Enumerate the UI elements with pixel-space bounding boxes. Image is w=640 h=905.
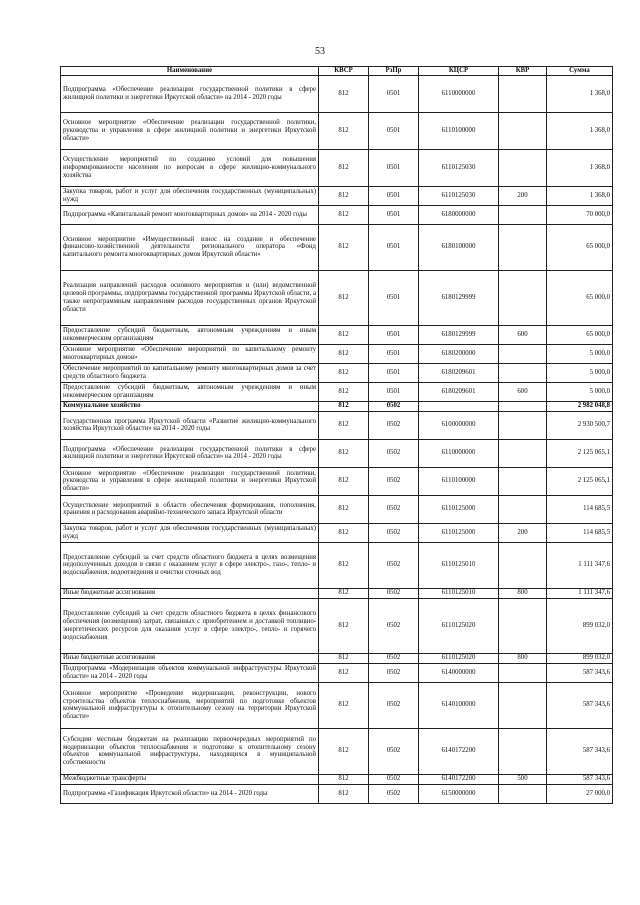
cell-kcsr: 6180209601: [419, 382, 499, 401]
cell-name: Предоставление субсидий за счет средств областного бюджета в целях возмещения недополученных доходов в связи с оказанием услуг в сфере электро-, газо-, тепло- и водоснабжения, водоотведения и очистки сточных вод: [61, 542, 319, 588]
cell-kvsr: 812: [319, 186, 369, 205]
cell-kcsr: 6110125000: [419, 523, 499, 542]
cell-kvr: [499, 149, 547, 186]
cell-kvsr: 812: [319, 542, 369, 588]
table-row: [61, 682, 613, 728]
cell-rzpr: 0501: [369, 325, 419, 344]
cell-sum: 1 111 347,6: [547, 588, 613, 598]
table-row: [61, 363, 613, 382]
cell-kvsr: 812: [319, 682, 369, 728]
cell-kvr: [499, 363, 547, 382]
cell-kvsr: 812: [319, 663, 369, 682]
cell-name: Предоставление субсидий бюджетным, автономным учреждениям и иным некоммерческим организациям: [61, 382, 319, 401]
cell-kcsr: 6140000000: [419, 663, 499, 682]
cell-kvr: 600: [499, 382, 547, 401]
cell-rzpr: 0502: [369, 523, 419, 542]
cell-sum: 5 000,0: [547, 363, 613, 382]
cell-rzpr: 0502: [369, 401, 419, 411]
cell-kcsr: 6140172200: [419, 728, 499, 774]
cell-sum: 5 000,0: [547, 382, 613, 401]
cell-kvr: 800: [499, 653, 547, 663]
cell-kvsr: 812: [319, 149, 369, 186]
page-number: 53: [315, 46, 325, 57]
header-rzpr: РзПр: [369, 67, 419, 76]
cell-name: Осуществление мероприятий в области обеспечения формирования, пополнения, хранения и расходования аварийно-технического запаса Иркутской области: [61, 495, 319, 523]
cell-kcsr: 6140100000: [419, 682, 499, 728]
cell-kvr: 200: [499, 186, 547, 205]
table-body: [61, 75, 613, 803]
cell-name: Закупка товаров, работ и услуг для обеспечения государственных (муниципальных) нужд: [61, 186, 319, 205]
cell-name: Предоставление субсидий за счет средств областного бюджета в целях финансового обеспечения (возмещения) затрат, связанных с приобретением и доставкой топливно-энергетических ресурсов для оказания услуг в сфере электро-, тепло- и горячего водоснабжения: [61, 598, 319, 653]
cell-name: Основное мероприятие «Имущественный взнос на создание и обеспечение финансово-хозяйственной деятельности регионального оператора «Фонд капитального ремонта многоквартирных домов Иркутской области»: [61, 224, 319, 270]
cell-kvsr: 812: [319, 598, 369, 653]
cell-kvr: 600: [499, 325, 547, 344]
cell-kcsr: 6180100000: [419, 224, 499, 270]
cell-sum: 65 000,0: [547, 224, 613, 270]
cell-kvr: [499, 495, 547, 523]
cell-kvsr: 812: [319, 75, 369, 112]
cell-rzpr: 0501: [369, 224, 419, 270]
cell-name: Основное мероприятие «Обеспечение реализации государственной политики, руководства и управления в сфере жилищной политики и энергетики Иркутской области»: [61, 112, 319, 149]
table-row: [61, 325, 613, 344]
cell-name: Закупка товаров, работ и услуг для обеспечения государственных (муниципальных) нужд: [61, 523, 319, 542]
cell-kvr: [499, 75, 547, 112]
cell-kvsr: 812: [319, 112, 369, 149]
cell-name: Иные бюджетные ассигнования: [61, 588, 319, 598]
cell-sum: 70 000,0: [547, 205, 613, 224]
cell-kvsr: 812: [319, 224, 369, 270]
table-row: [61, 588, 613, 598]
cell-kvr: [499, 598, 547, 653]
cell-sum: 587 343,6: [547, 682, 613, 728]
cell-sum: 587 343,6: [547, 728, 613, 774]
cell-kvsr: 812: [319, 270, 369, 325]
cell-kcsr: 6110100000: [419, 112, 499, 149]
cell-rzpr: 0501: [369, 112, 419, 149]
table-row: [61, 411, 613, 439]
table-row: [61, 344, 613, 363]
cell-sum: 1 111 347,6: [547, 542, 613, 588]
table-row: [61, 401, 613, 411]
cell-kcsr: 6110125010: [419, 542, 499, 588]
cell-name: Подпрограмма «Капитальный ремонт многоквартирных домов» на 2014 - 2020 годы: [61, 205, 319, 224]
cell-rzpr: 0502: [369, 588, 419, 598]
table-row: [61, 542, 613, 588]
cell-rzpr: 0502: [369, 467, 419, 495]
cell-kvsr: 812: [319, 439, 369, 467]
table-row: [61, 112, 613, 149]
cell-kcsr: 6100000000: [419, 411, 499, 439]
header-kvsr: КВСР: [319, 67, 369, 76]
cell-kvsr: 812: [319, 653, 369, 663]
cell-name: Межбюджетные трансферты: [61, 774, 319, 784]
cell-sum: 1 368,0: [547, 112, 613, 149]
cell-rzpr: 0501: [369, 363, 419, 382]
header-name: Наименование: [61, 67, 319, 76]
cell-kvr: [499, 728, 547, 774]
table-row: [61, 774, 613, 784]
cell-kvr: [499, 112, 547, 149]
table-row: [61, 205, 613, 224]
cell-kcsr: 6180129999: [419, 270, 499, 325]
cell-kcsr: 6110125010: [419, 588, 499, 598]
cell-kvsr: 812: [319, 205, 369, 224]
cell-rzpr: 0502: [369, 439, 419, 467]
cell-kcsr: 6110125020: [419, 653, 499, 663]
cell-sum: 2 930 500,7: [547, 411, 613, 439]
cell-name: Обеспечение мероприятий по капитальному ремонту многоквартирных домов за счет средств областного бюджета: [61, 363, 319, 382]
cell-rzpr: 0502: [369, 774, 419, 784]
cell-name: Основное мероприятие «Проведение модернизации, реконструкции, нового строительства объектов теплоснабжения, мероприятий по подготовке объектов коммунальной инфраструктуры к отопительному сезону на территории Иркутской области»: [61, 682, 319, 728]
cell-sum: 1 368,0: [547, 149, 613, 186]
header-kvr: КВР: [499, 67, 547, 76]
cell-kcsr: 6180000000: [419, 205, 499, 224]
table-row: [61, 224, 613, 270]
cell-rzpr: 0502: [369, 495, 419, 523]
cell-kcsr: 6110000000: [419, 439, 499, 467]
cell-sum: 587 343,6: [547, 774, 613, 784]
table-row: [61, 784, 613, 803]
cell-sum: 5 000,0: [547, 344, 613, 363]
cell-kvr: 800: [499, 588, 547, 598]
cell-kcsr: 6110125000: [419, 495, 499, 523]
table-row: [61, 439, 613, 467]
cell-name: Осуществление мероприятий по созданию условий для повышения информированности населения по вопросам в сфере жилищно-коммунального хозяйства: [61, 149, 319, 186]
cell-kvsr: 812: [319, 774, 369, 784]
cell-kcsr: 6110125030: [419, 149, 499, 186]
cell-sum: 65 000,0: [547, 325, 613, 344]
cell-rzpr: 0502: [369, 663, 419, 682]
cell-kcsr: 6110000000: [419, 75, 499, 112]
cell-name: Подпрограмма «Обеспечение реализации государственной политики в сфере жилищной политики и энергетики Иркутской области» на 2014 - 2020 годы: [61, 75, 319, 112]
table-row: [61, 728, 613, 774]
cell-kvr: [499, 411, 547, 439]
cell-sum: 2 125 065,1: [547, 467, 613, 495]
cell-kvsr: 812: [319, 784, 369, 803]
cell-kvr: [499, 439, 547, 467]
cell-kvsr: 812: [319, 401, 369, 411]
cell-kvsr: 812: [319, 411, 369, 439]
cell-kvr: 200: [499, 523, 547, 542]
table-row: [61, 270, 613, 325]
cell-kcsr: 6110125030: [419, 186, 499, 205]
cell-name: Реализация направлений расходов основного мероприятия и (или) ведомственной целевой программы, подпрограммы государственной программы Иркутской области, а также непрограммным направлениям расходов государственных органов Иркутской области: [61, 270, 319, 325]
cell-kcsr: 6150000000: [419, 784, 499, 803]
cell-kcsr: [419, 401, 499, 411]
cell-rzpr: 0501: [369, 344, 419, 363]
cell-kvsr: 812: [319, 382, 369, 401]
cell-kvr: [499, 542, 547, 588]
cell-kcsr: 6180209601: [419, 363, 499, 382]
cell-name: Государственная программа Иркутской области «Развитие жилищно-коммунального хозяйства Иркутской области» на 2014 - 2020 годы: [61, 411, 319, 439]
cell-name: Субсидии местным бюджетам на реализацию первоочередных мероприятий по модернизации объектов теплоснабжения и подготовке к отопительному сезону объектов коммунальной инфраструктуры, находящихся в муниципальной собственности: [61, 728, 319, 774]
cell-sum: 114 685,5: [547, 495, 613, 523]
table-row: [61, 495, 613, 523]
cell-kvsr: 812: [319, 728, 369, 774]
budget-table: [60, 66, 613, 804]
cell-kvsr: 812: [319, 588, 369, 598]
cell-name: Основное мероприятие «Обеспечение реализации государственной политики, руководства и управления в сфере жилищной политики и энергетики Иркутской области»: [61, 467, 319, 495]
cell-kvr: [499, 784, 547, 803]
cell-kvr: [499, 682, 547, 728]
header-sum: Сумма: [547, 67, 613, 76]
cell-sum: 587 343,6: [547, 663, 613, 682]
cell-sum: 2 982 048,8: [547, 401, 613, 411]
table-row: [61, 186, 613, 205]
cell-name: Коммунальное хозяйство: [61, 401, 319, 411]
cell-rzpr: 0502: [369, 542, 419, 588]
cell-kvr: [499, 224, 547, 270]
cell-rzpr: 0502: [369, 598, 419, 653]
cell-name: Иные бюджетные ассигнования: [61, 653, 319, 663]
cell-sum: 1 368,0: [547, 75, 613, 112]
cell-sum: 65 000,0: [547, 270, 613, 325]
cell-rzpr: 0501: [369, 205, 419, 224]
cell-sum: 27 000,0: [547, 784, 613, 803]
cell-kvr: 500: [499, 774, 547, 784]
cell-name: Подпрограмма «Газификация Иркутской области» на 2014 - 2020 годы: [61, 784, 319, 803]
cell-kvsr: 812: [319, 325, 369, 344]
cell-name: Основное мероприятие «Обеспечение мероприятий по капитальному ремонту многоквартирных домов»: [61, 344, 319, 363]
header-kcsr: КЦСР: [419, 67, 499, 76]
cell-rzpr: 0501: [369, 270, 419, 325]
cell-kcsr: 6180200000: [419, 344, 499, 363]
cell-kvr: [499, 270, 547, 325]
cell-kvsr: 812: [319, 363, 369, 382]
cell-kvr: [499, 344, 547, 363]
table-header-row: [61, 67, 613, 76]
cell-rzpr: 0501: [369, 149, 419, 186]
table-row: [61, 523, 613, 542]
cell-kvsr: 812: [319, 467, 369, 495]
cell-kvsr: 812: [319, 523, 369, 542]
cell-kvsr: 812: [319, 344, 369, 363]
cell-sum: 1 368,0: [547, 186, 613, 205]
cell-rzpr: 0502: [369, 784, 419, 803]
table-row: [61, 598, 613, 653]
table-row: [61, 653, 613, 663]
cell-kvsr: 812: [319, 495, 369, 523]
cell-sum: 2 125 065,1: [547, 439, 613, 467]
cell-rzpr: 0502: [369, 411, 419, 439]
cell-name: Предоставление субсидий бюджетным, автономным учреждениям и иным некоммерческим организациям: [61, 325, 319, 344]
table-row: [61, 75, 613, 112]
cell-rzpr: 0502: [369, 682, 419, 728]
cell-rzpr: 0502: [369, 653, 419, 663]
table-row: [61, 382, 613, 401]
cell-kcsr: 6180129999: [419, 325, 499, 344]
cell-name: Подпрограмма «Обеспечение реализации государственной политики в сфере жилищной политики и энергетики Иркутской области» на 2014 - 2020 годы: [61, 439, 319, 467]
cell-rzpr: 0501: [369, 186, 419, 205]
cell-rzpr: 0501: [369, 75, 419, 112]
cell-sum: 899 032,0: [547, 598, 613, 653]
cell-sum: 899 032,0: [547, 653, 613, 663]
cell-kvr: [499, 401, 547, 411]
cell-kvr: [499, 205, 547, 224]
cell-sum: 114 685,5: [547, 523, 613, 542]
cell-rzpr: 0501: [369, 382, 419, 401]
cell-kcsr: 6140172200: [419, 774, 499, 784]
table-row: [61, 149, 613, 186]
cell-kvr: [499, 467, 547, 495]
cell-kcsr: 6110100000: [419, 467, 499, 495]
cell-rzpr: 0502: [369, 728, 419, 774]
cell-kvr: [499, 663, 547, 682]
table-row: [61, 663, 613, 682]
cell-name: Подпрограмма «Модернизация объектов коммунальной инфраструктуры Иркутской области» на 2014 - 2020 годы: [61, 663, 319, 682]
cell-kcsr: 6110125020: [419, 598, 499, 653]
table-row: [61, 467, 613, 495]
